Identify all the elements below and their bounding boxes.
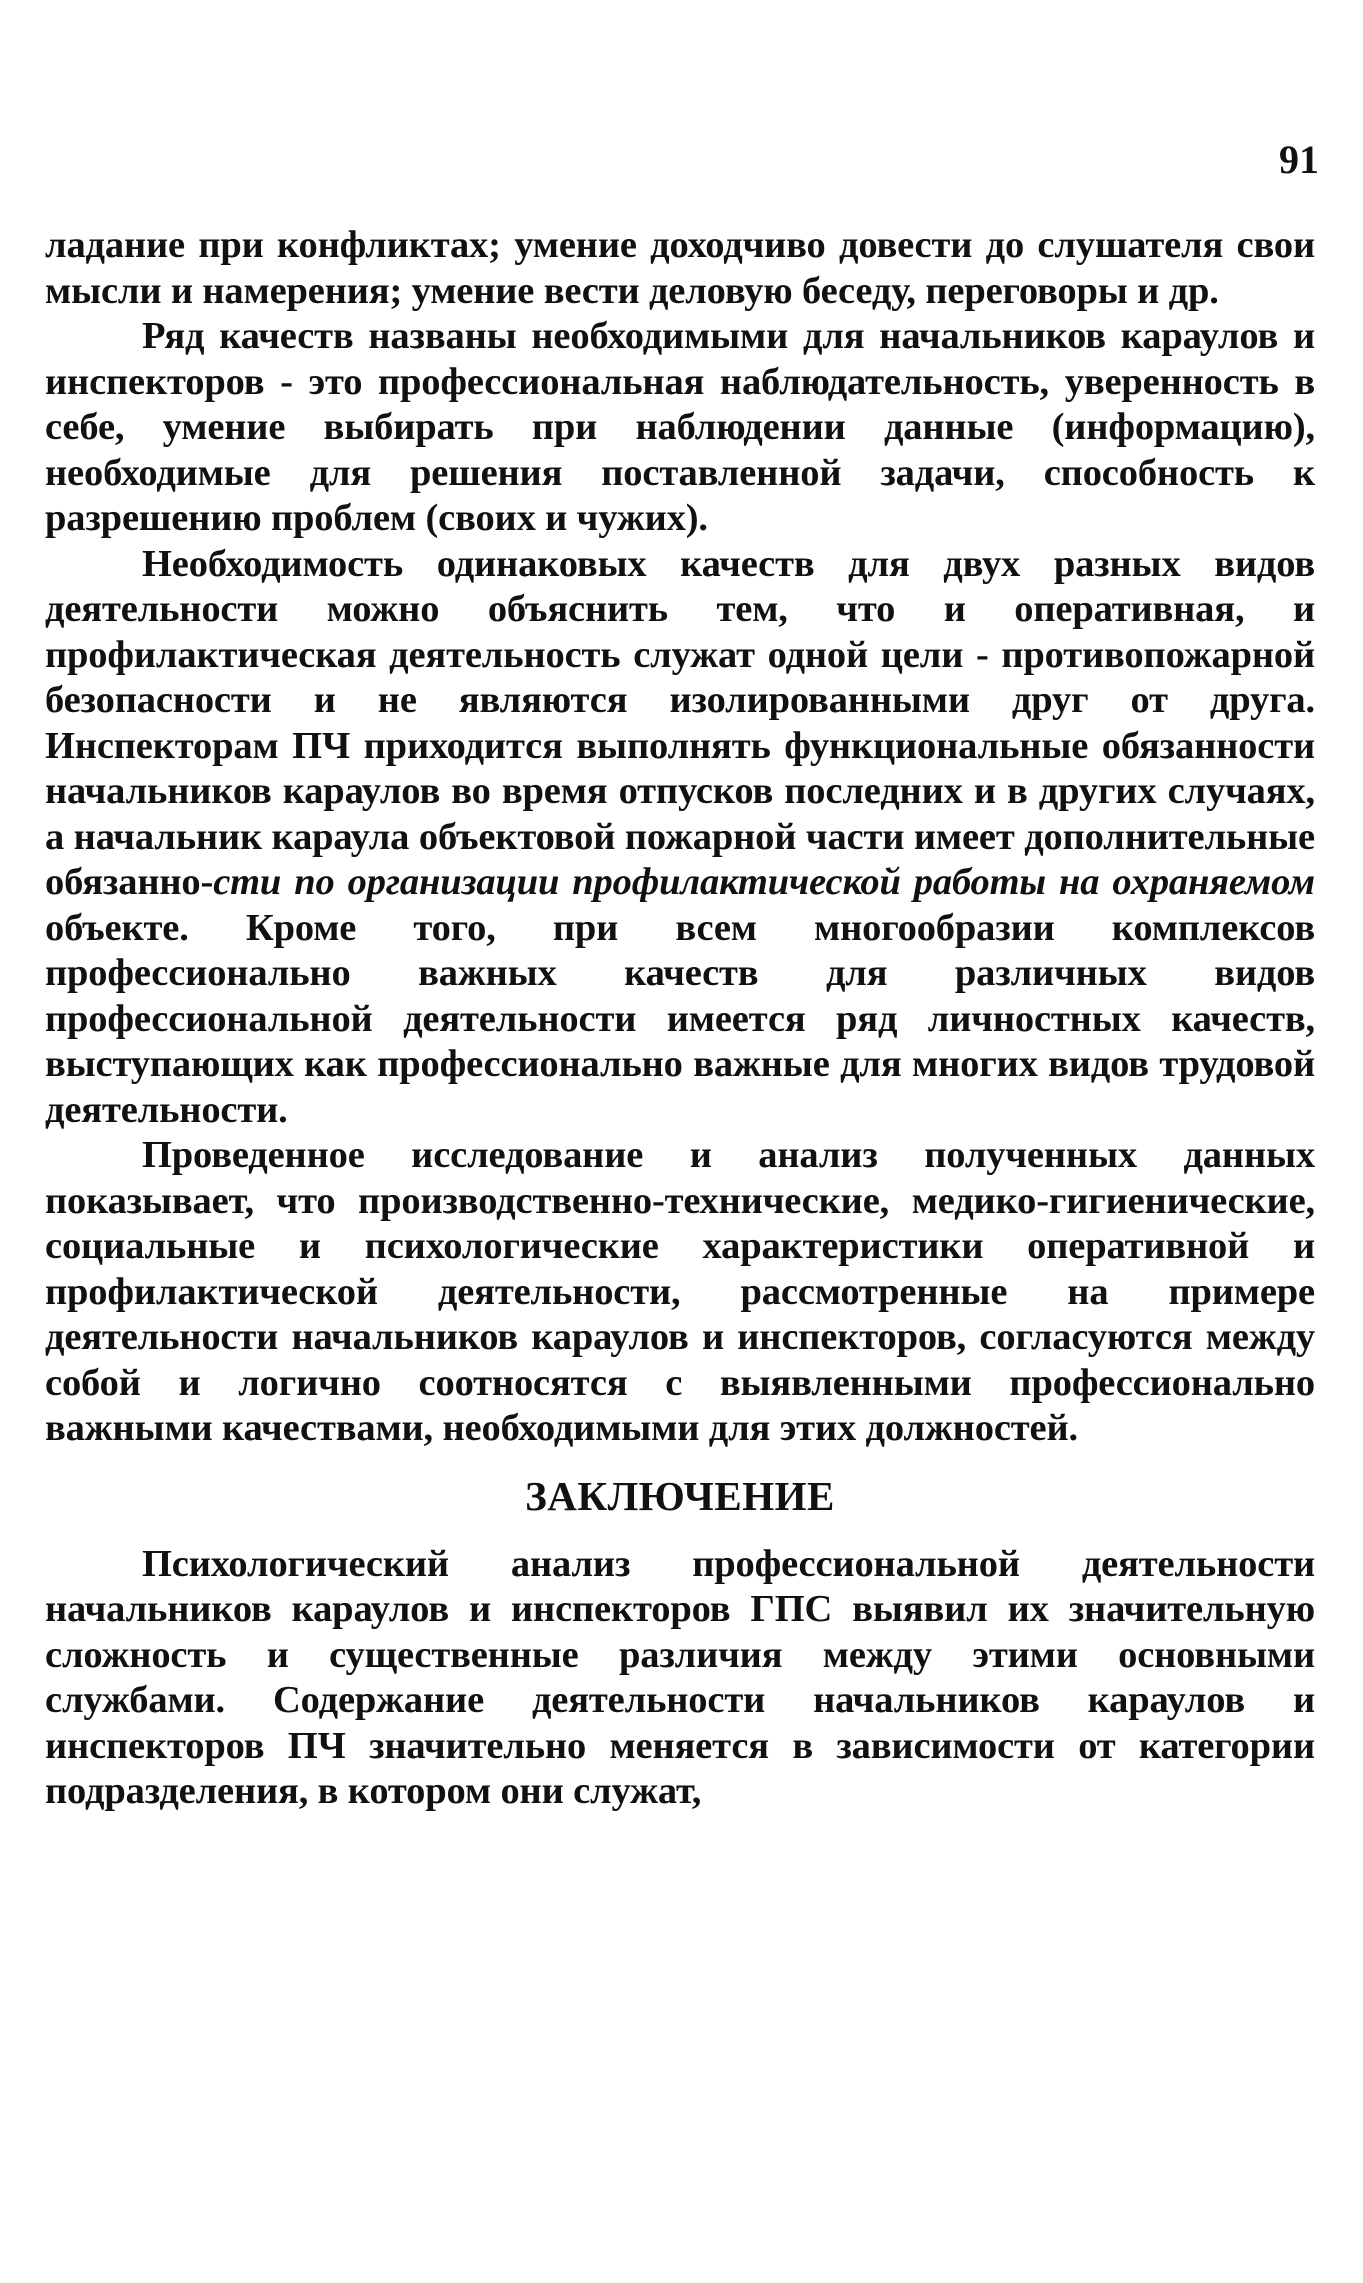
page-number: 91 — [1279, 137, 1319, 182]
paragraph-conclusion: Психологический анализ профессиональной деятельности начальников караулов и инспекторов ГПС выявил их значительную сложность и существенные различия между этими основными службами. Содержание деятельности начальников караулов и инспекторов ПЧ значительно меняется в зависимости от категории подразделения, в котором они служат, — [45, 1542, 1315, 1812]
section-title: ЗАКЛЮЧЕНИЕ — [525, 1472, 835, 1519]
page-body — [45, 135, 1315, 1815]
paragraph-necessity-italic-text: сти по организации профилактической работы на охраняемом — [213, 861, 1315, 903]
paragraph-research: Проведенное исследование и анализ полученных данных показывает, что производственно-технические, медико-гигиенические, социальные и психологические характеристики оперативной и профилактической деятельности, рассмотренные на примере деятельности начальников караулов и инспекторов, согласуются между собой и логично соотносятся с выявленными профессионально важными качествами, необходимыми для этих должностей. — [45, 1134, 1315, 1449]
paragraph-qualities: Ряд качеств названы необходимыми для начальников караулов и инспекторов - это профессиональная наблюдательность, уверенность в себе, умение выбирать при наблюдении данные (информацию), необходимые для решения поставленной задачи, способность к разрешению проблем (своих и чужих). — [45, 315, 1315, 539]
paragraph-continued: ладание при конфликтах; умение доходчиво довести до слушателя свои мысли и намерения; умение вести деловую беседу, переговоры и др. — [45, 224, 1315, 312]
paragraph-necessity — [45, 542, 1315, 1134]
paragraph-necessity-text-start: Необходимость одинаковых качеств для двух разных видов деятельности можно объяснить тем, что и оперативная, и профилактическая деятельность служат одной цели - противопожарной безопасности и не являются изолированными друг от друга. Инспекторам ПЧ приходится выполнять функциональные обязанности начальников караулов во время отпусков последних и в других случаях, а начальник караула объектовой пожарной части имеет дополнительные обязанно- — [45, 542, 1315, 903]
paragraph-necessity-text-end: объекте. Кроме того, при всем многообразии комплексов профессионально важных качеств для различных видов профессиональной деятельности имеется ряд личностных качеств, выступающих как профессионально важные для многих видов трудовой деятельности. — [45, 906, 1315, 1131]
